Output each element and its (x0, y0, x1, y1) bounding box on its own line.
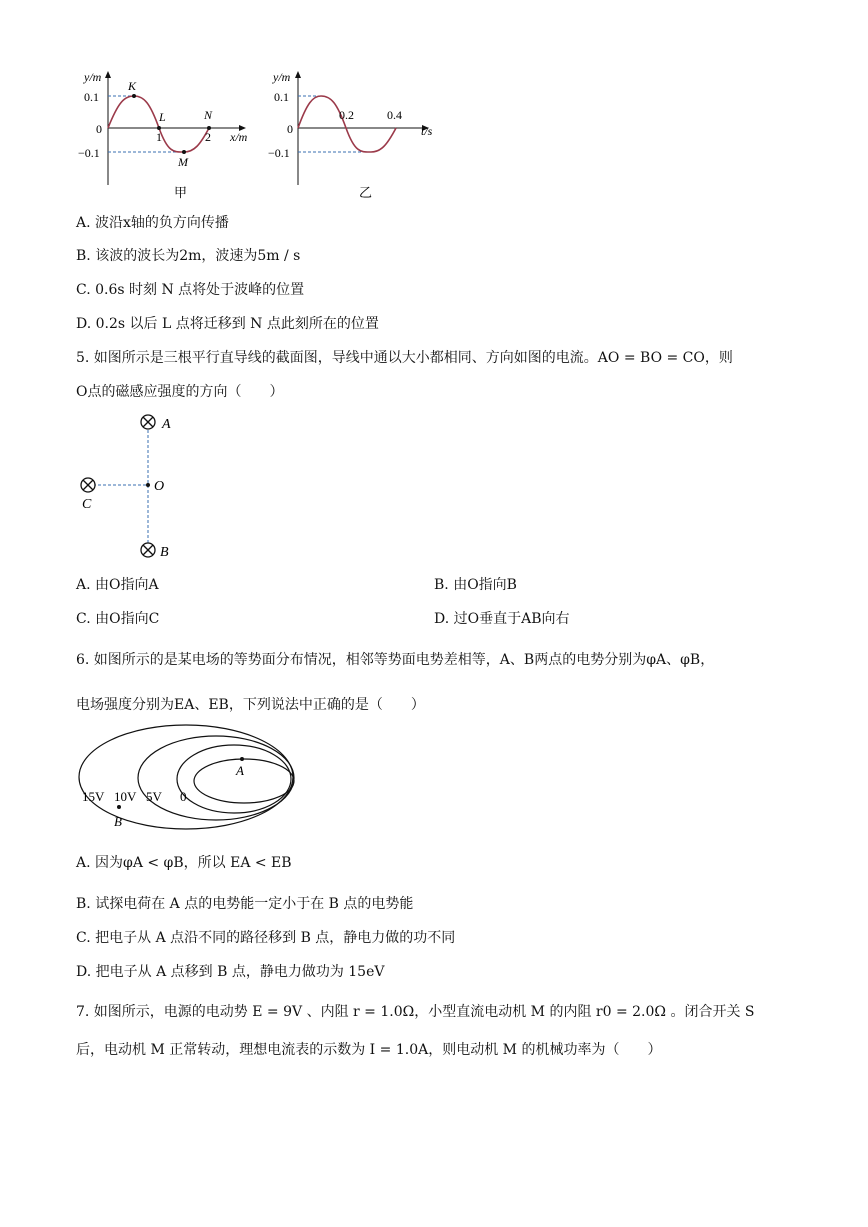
q6-option-c: C. 把电子从 A 点沿不同的路径移到 B 点，静电力做的功不同 (76, 930, 456, 946)
q5-point-o (146, 483, 150, 487)
yi-tick-t2: 0.4 (387, 108, 402, 122)
q6-option-d: D. 把电子从 A 点移到 B 点，静电力做功为 15eV (76, 964, 385, 980)
jia-x-label: x/m (230, 130, 248, 144)
q5-stem-line1: 5. 如图所示是三根平行直导线的截面图，导线中通以大小都相同、方向如图的电流。AO = BO = CO，则 (76, 350, 733, 366)
q5-stem-line2: O点的磁感应强度的方向（ ） (76, 384, 284, 400)
equipotential-15v (79, 725, 293, 829)
q6-label-a: A (236, 763, 244, 778)
q6-stem-line1: 6. 如图所示的是某电场的等势面分布情况，相邻等势面电势差相等，A、B两点的电势分别为φA、φB， (76, 652, 715, 668)
jia-point-k (132, 94, 136, 98)
q6-label-b: B (114, 814, 122, 829)
yi-y-arrow (295, 71, 301, 78)
yi-tick-t1: 0.2 (339, 108, 354, 122)
wire-b-into-page-icon (141, 543, 155, 557)
yi-tick-bottom: −0.1 (268, 146, 290, 160)
q4-option-a: A. 波沿x轴的负方向传播 (76, 215, 229, 231)
q4-option-c: C. 0.6s 时刻 N 点将处于波峰的位置 (76, 282, 305, 298)
jia-tick-x2: 2 (205, 130, 211, 144)
q6-label-10v: 10V (114, 789, 137, 804)
jia-tick-bottom: −0.1 (78, 146, 100, 160)
jia-label-l: L (159, 110, 166, 124)
jia-y-label: y/m (84, 70, 102, 84)
equipotential-10v (138, 736, 294, 820)
jia-caption: 甲 (174, 186, 188, 201)
jia-label-n: N (204, 108, 213, 122)
jia-label-k: K (128, 79, 137, 93)
q5-option-d: D. 过O垂直于AB向右 (434, 611, 570, 627)
q6-label-0: 0 (180, 789, 187, 804)
q6-option-b: B. 试探电荷在 A 点的电势能一定小于在 B 点的电势能 (76, 896, 414, 912)
graph-yi (265, 65, 455, 205)
q5-option-c: C. 由O指向C (76, 611, 160, 627)
q5-option-b: B. 由O指向B (434, 577, 517, 593)
q6-stem-line2: 电场强度分别为EA、EB，下列说法中正确的是（ ） (76, 697, 425, 713)
jia-label-m: M (178, 155, 188, 169)
yi-caption: 乙 (359, 186, 373, 201)
q4-option-d: D. 0.2s 以后 L 点将迁移到 N 点此刻所在的位置 (76, 316, 379, 332)
yi-y-label: y/m (273, 70, 291, 84)
q6-label-5v: 5V (146, 789, 162, 804)
q5-label-o: O (154, 479, 165, 494)
q7-stem-line2: 后，电动机 M 正常转动，理想电流表的示数为 I = 1.0A，则电动机 M 的机械功率为（ ） (76, 1042, 662, 1058)
yi-origin: 0 (287, 122, 293, 136)
q5-wire-diagram (70, 408, 210, 568)
q5-label-b: B (160, 545, 169, 560)
jia-y-arrow (105, 71, 111, 78)
q6-point-a (240, 757, 244, 761)
jia-point-m (182, 150, 186, 154)
q5-option-a: A. 由O指向A (76, 577, 159, 593)
q6-point-b (117, 805, 121, 809)
yi-wave (298, 96, 396, 152)
q7-stem-line1: 7. 如图所示，电源的电动势 E = 9V 、内阻 r = 1.0Ω，小型直流电动机 M 的内阻 r0 = 2.0Ω 。闭合开关 S (76, 1004, 755, 1020)
yi-x-label: t/s (421, 124, 433, 138)
q4-option-b: B. 该波的波长为2m，波速为5m / s (76, 248, 301, 264)
wire-a-into-page-icon (141, 415, 155, 429)
jia-origin: 0 (96, 122, 102, 136)
graph-jia (70, 65, 260, 205)
q5-label-a: A (162, 417, 171, 432)
yi-tick-top: 0.1 (274, 90, 289, 104)
q5-label-c: C (82, 497, 92, 512)
q6-label-15v: 15V (82, 789, 105, 804)
jia-tick-x1: 1 (156, 130, 162, 144)
q6-equipotential-diagram (76, 722, 306, 837)
q6-option-a: A. 因为φA < φB，所以 EA < EB (76, 855, 292, 871)
jia-tick-top: 0.1 (84, 90, 99, 104)
equipotential-0 (194, 759, 294, 803)
wire-c-into-page-icon (81, 478, 95, 492)
